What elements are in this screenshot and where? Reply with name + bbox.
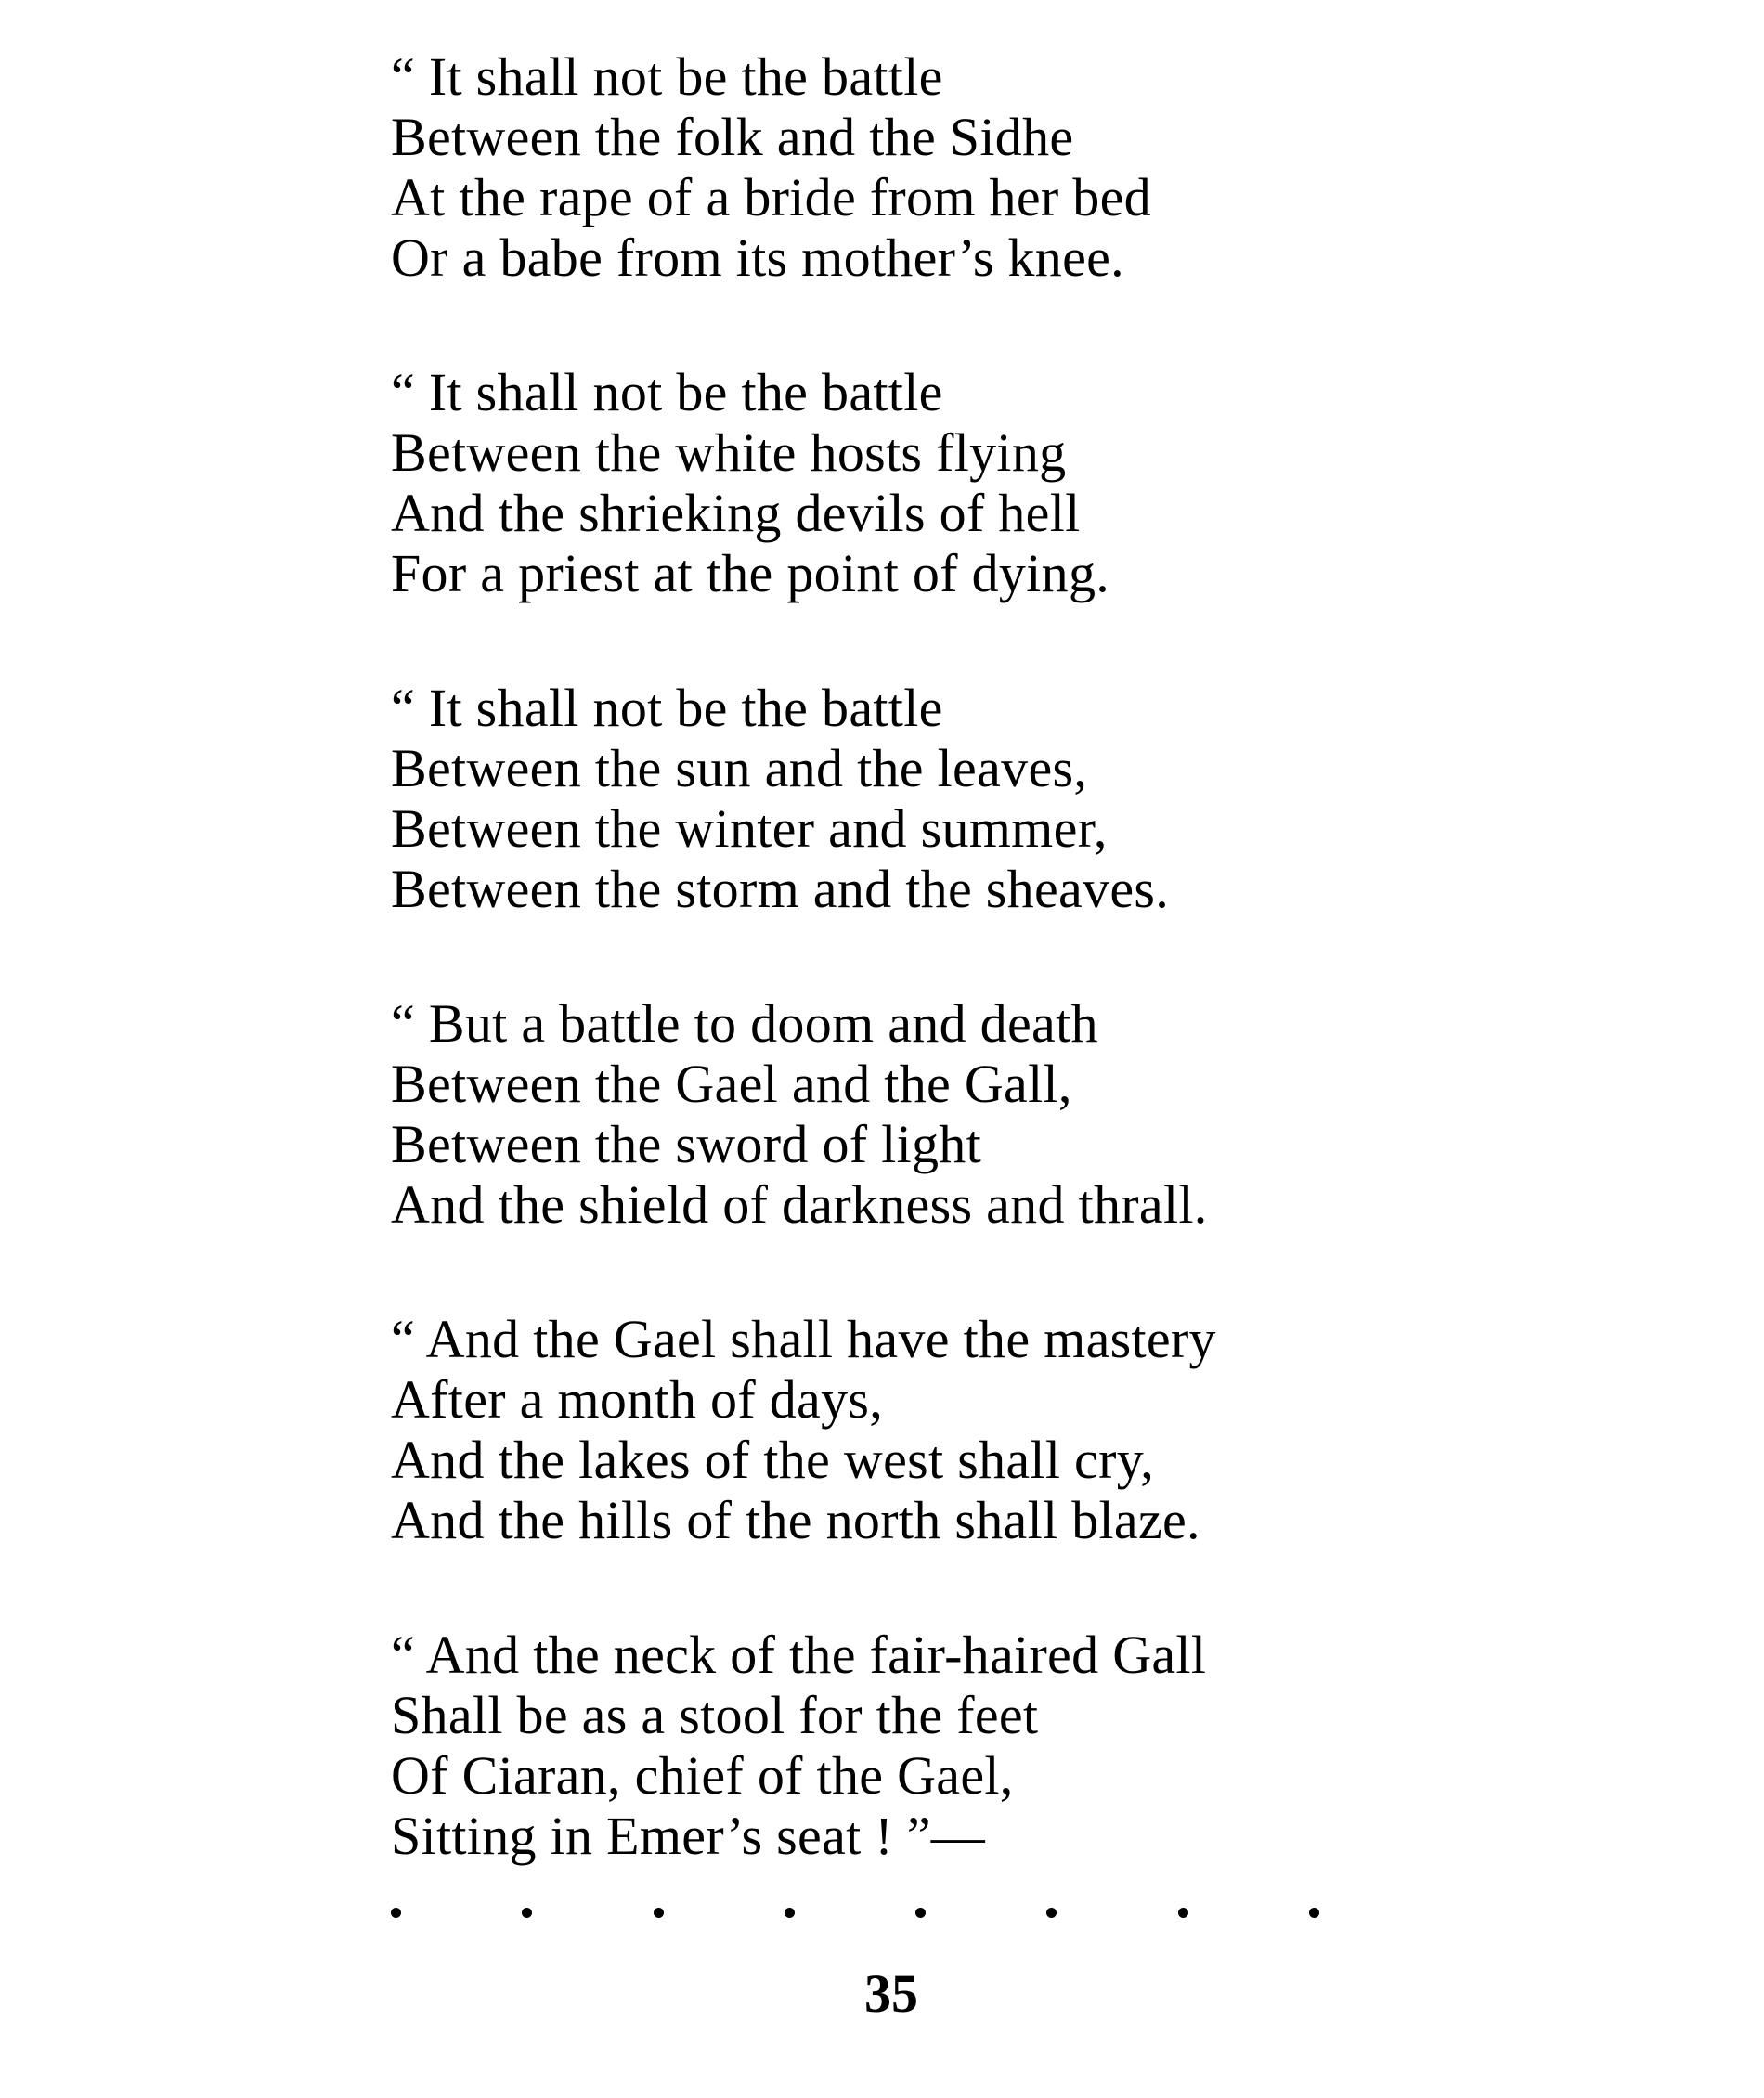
poem-line: At the rape of a bride from her bed: [391, 167, 1151, 227]
ellipsis-dot: [391, 1908, 401, 1918]
poem-line: “ It shall not be the battle: [391, 362, 943, 422]
poem-line: For a priest at the point of dying.: [391, 543, 1110, 603]
poem-line: Between the white hosts flying: [391, 422, 1067, 483]
stanza-4: [391, 993, 1505, 1235]
ellipsis-dot: [1046, 1908, 1057, 1918]
stanza-5: [391, 1309, 1505, 1550]
poem-line: Between the sword of light: [391, 1114, 982, 1174]
poem-line: “ It shall not be the battle: [391, 678, 943, 738]
poem-line: And the shrieking devils of hell: [391, 483, 1081, 543]
poem-line: “ And the neck of the fair-haired Gall: [391, 1625, 1207, 1685]
poem-line: Between the folk and the Sidhe: [391, 107, 1074, 167]
poem-line: Or a babe from its mother’s knee.: [391, 227, 1124, 288]
poem-line: And the hills of the north shall blaze.: [391, 1490, 1200, 1550]
ellipsis-dot: [785, 1908, 795, 1918]
ellipsis-dot: [1178, 1908, 1188, 1918]
ellipsis-dot: [1309, 1908, 1319, 1918]
poem-line: Shall be as a stool for the feet: [391, 1685, 1039, 1745]
poem-line: Between the sun and the leaves,: [391, 738, 1088, 798]
stanza-1: [391, 46, 1505, 288]
poem-line: Sitting in Emer’s seat ! ”—: [391, 1806, 986, 1866]
poem-line: And the lakes of the west shall cry,: [391, 1430, 1155, 1490]
poem-line: Between the Gael and the Gall,: [391, 1054, 1072, 1114]
poem-line: And the shield of darkness and thrall.: [391, 1174, 1208, 1235]
ellipsis-divider: [391, 1908, 1319, 1918]
page-number: 35: [864, 1963, 918, 2024]
poem-line: “ And the Gael shall have the mastery: [391, 1309, 1216, 1369]
ellipsis-dot: [915, 1908, 926, 1918]
ellipsis-dot: [654, 1908, 664, 1918]
poem-line: Of Ciaran, chief of the Gael,: [391, 1745, 1014, 1806]
poem-line: Between the winter and summer,: [391, 798, 1108, 859]
poem-line: “ It shall not be the battle: [391, 46, 943, 107]
stanza-3: [391, 678, 1505, 919]
ellipsis-dot: [522, 1908, 532, 1918]
poem-line: After a month of days,: [391, 1369, 884, 1430]
stanza-2: [391, 362, 1505, 603]
poem-line: “ But a battle to doom and death: [391, 993, 1098, 1054]
poem: [391, 46, 1505, 1940]
stanza-6: [391, 1625, 1505, 1866]
poem-line: Between the storm and the sheaves.: [391, 859, 1170, 919]
